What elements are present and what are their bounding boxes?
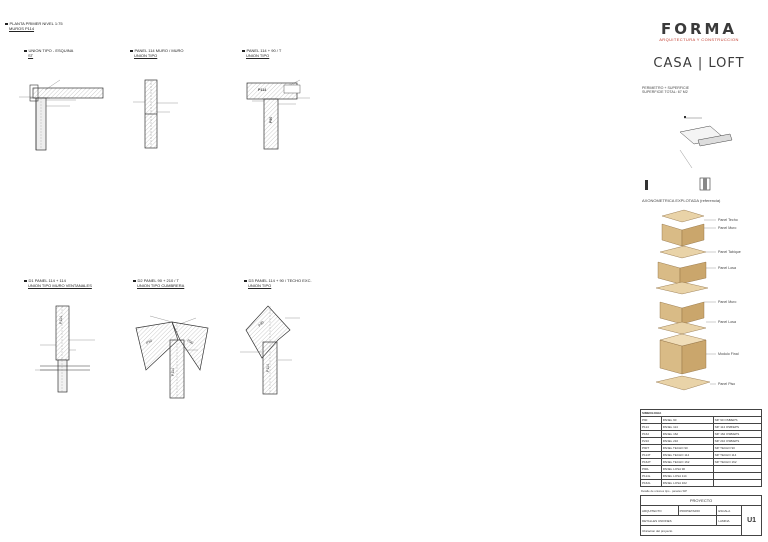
explode-label: Panel Tabique xyxy=(718,250,741,254)
brand-tagline: ARQUITECTURA Y CONSTRUCCION xyxy=(659,37,739,42)
legend-desc: PANEL 114 xyxy=(661,424,713,431)
detail-subtitle: UNION TIPO MURO VENTANALES xyxy=(28,282,92,288)
table-row xyxy=(641,438,762,445)
detail-t-joint-drawing xyxy=(247,80,310,149)
legend-title-row xyxy=(641,410,762,417)
table-row xyxy=(641,424,762,431)
legend-table xyxy=(640,409,762,487)
detail-title: UNION TIPO - ESQUINA xyxy=(28,48,74,53)
detail-subtitle: UNION TIPO CUMBRERA xyxy=(137,282,185,288)
legend-code: P90T xyxy=(641,445,662,452)
legend-spec xyxy=(713,480,761,487)
project-location: Ubicacion del proyecto xyxy=(641,526,742,536)
legend-spec xyxy=(713,473,761,480)
project-info xyxy=(642,86,689,94)
titleblock-cell: ESCALA xyxy=(717,506,742,516)
sheet-number: U1 xyxy=(742,506,762,536)
legend-desc: PANEL 210 xyxy=(661,438,713,445)
detail-corner-drawing xyxy=(19,80,103,150)
panel-tag: P90 xyxy=(186,338,194,346)
legend-code: P162T xyxy=(641,459,662,466)
detail-wall-wall-drawing xyxy=(133,80,178,148)
table-row xyxy=(641,459,762,466)
table-row xyxy=(641,452,762,459)
legend-spec: SIP 162 OSB/EPS xyxy=(713,431,761,438)
table-row xyxy=(641,473,762,480)
table-row xyxy=(641,466,762,473)
explode-label: Panel Losa xyxy=(718,266,736,270)
detail-subtitle: UNION TIPO xyxy=(246,52,270,58)
legend-code: P90L xyxy=(641,466,662,473)
axonometric-title: AXONOMETRICA EXPLOTADA (referencia) xyxy=(642,198,721,203)
explode-label: Panel Muro xyxy=(718,226,737,230)
panel-tag: P114 xyxy=(171,367,176,377)
sheet-header-line2: MUROS P114 xyxy=(9,25,35,31)
panel-tag: P114 xyxy=(266,363,271,373)
explode-label: Modulo Final xyxy=(718,352,739,356)
brand-block xyxy=(646,20,752,42)
detail-subtitle: ST xyxy=(28,52,34,58)
project-info-line: PERIMETRO + SUPERFICIE xyxy=(642,86,690,90)
detail-ridge-drawing xyxy=(136,316,208,398)
legend-desc: PANEL 162 xyxy=(661,431,713,438)
legend-spec: SIP TECHO 114 xyxy=(713,452,761,459)
detail-title: PANEL 114 MURO / MURO xyxy=(134,48,184,53)
legend-desc: PANEL TECHO 90 xyxy=(661,445,713,452)
titleblock-heading: PROYECTO xyxy=(641,496,762,506)
detail-title: D1 PANEL 114 + 114 xyxy=(28,278,66,283)
sheet-header-line1: PLANTA PRIMER NIVEL 1:75 xyxy=(9,21,63,26)
panel-tag: P90 xyxy=(145,338,153,346)
drawing-name: DETALLES UNIONES xyxy=(641,516,717,526)
brand-logo: FORMA xyxy=(660,20,738,38)
detail-title: D2 PANEL 90 + 210 / T xyxy=(137,278,179,283)
panel-tag: P114 xyxy=(59,315,64,325)
explode-label: Panel Techo xyxy=(718,218,738,222)
legend-code: P114 xyxy=(641,424,662,431)
table-row xyxy=(641,480,762,487)
legend-code: P162L xyxy=(641,480,662,487)
legend-code: P162 xyxy=(641,431,662,438)
explode-label: Panel Piso xyxy=(718,382,736,386)
legend-title: SIMBOLOGIA xyxy=(641,410,762,417)
legend-code: P210 xyxy=(641,438,662,445)
detail-title: D3 PANEL 114 + 90 / TECHO EXC. xyxy=(248,278,312,283)
legend-spec xyxy=(713,466,761,473)
legend-spec: SIP 210 OSB/EPS xyxy=(713,438,761,445)
detail-window-wall-drawing xyxy=(35,306,95,392)
panel-tag: P90 xyxy=(269,116,274,124)
detail-subtitle: UNION TIPO xyxy=(134,52,158,58)
titleblock-cell: LAMINA xyxy=(717,516,742,526)
panel-tag: P90 xyxy=(257,320,265,328)
legend-spec: SIP 90 OSB/EPS xyxy=(713,417,761,424)
titleblock-cell: ARQUITECTO xyxy=(641,506,679,516)
project-title: CASA | LOFT xyxy=(653,56,745,71)
legend-desc: PANEL LOSA 162 xyxy=(661,480,713,487)
legend-desc: PANEL 90 xyxy=(661,417,713,424)
table-row xyxy=(641,445,762,452)
legend-spec: SIP 114 OSB/EPS xyxy=(713,424,761,431)
legend-code: P114T xyxy=(641,452,662,459)
reference-sketches xyxy=(640,110,762,202)
detail-eave-drawing xyxy=(240,306,300,394)
exploded-axonometric xyxy=(640,204,762,404)
legend-desc: PANEL TECHO 162 xyxy=(661,459,713,466)
title-block xyxy=(640,495,762,536)
legend-code: P90 xyxy=(641,417,662,424)
legend-desc: PANEL LOSA 114 xyxy=(661,473,713,480)
titleblock-cell: PROPIETARIO xyxy=(678,506,717,516)
legend-desc: PANEL LOSA 90 xyxy=(661,466,713,473)
panel-tag: P114 xyxy=(258,88,267,92)
table-row xyxy=(641,417,762,424)
project-info-line: SUPERFICIE TOTAL: 67 M2 xyxy=(642,90,688,95)
explode-label: Panel Losa xyxy=(718,320,736,324)
legend-spec: SIP TECHO 90 xyxy=(713,445,761,452)
legend-spec: SIP TECHO 162 xyxy=(713,459,761,466)
detail-title: PANEL 114 + 90 / T xyxy=(246,48,282,53)
detail-subtitle: UNION TIPO xyxy=(248,282,272,288)
legend-desc: PANEL TECHO 114 xyxy=(661,452,713,459)
table-row xyxy=(641,431,762,438)
titleblock-note: Detalle de uniones tipo - paneles SIP xyxy=(641,489,688,493)
legend-code: P114L xyxy=(641,473,662,480)
explode-label: Panel Muro xyxy=(718,300,737,304)
